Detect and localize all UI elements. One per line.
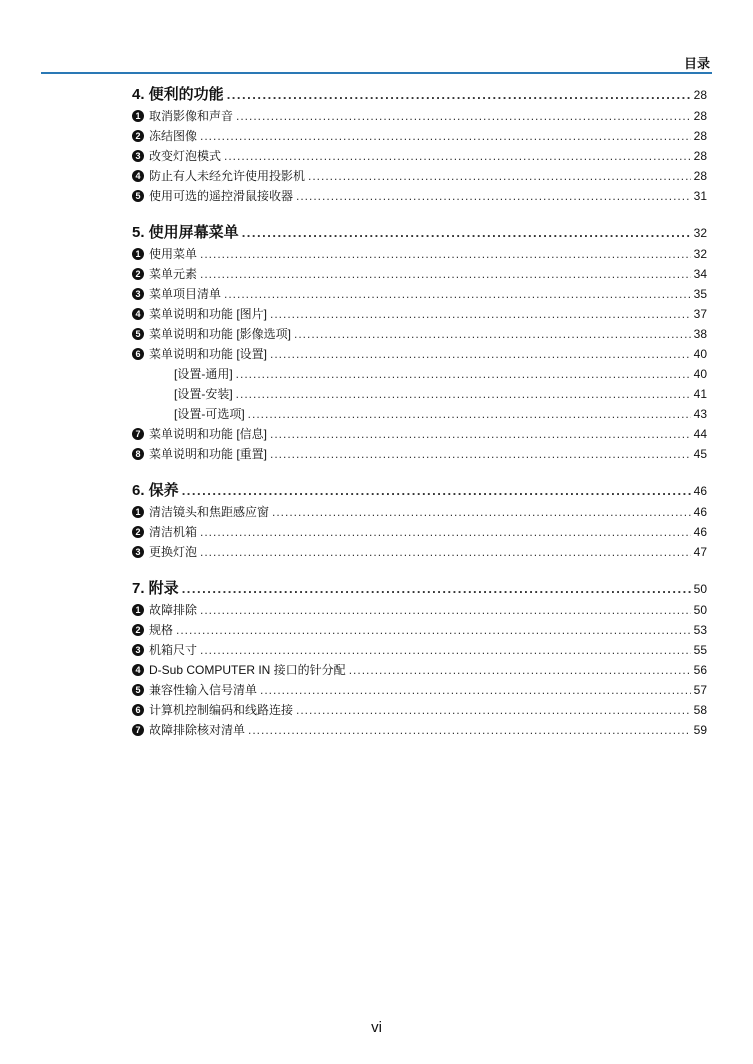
entry-label: [设置-可选项] (174, 407, 245, 421)
toc-entry[interactable] (132, 344, 707, 364)
entry-page-number: 45 (693, 447, 707, 461)
section-title: 5. 使用屏幕菜单 (132, 224, 239, 241)
entry-label: 使用菜单 (149, 247, 198, 261)
number-badge-icon: 7 (132, 724, 144, 736)
entry-page-number: 32 (693, 247, 707, 261)
toc-subentry[interactable] (132, 364, 707, 384)
number-badge-icon: 1 (132, 110, 144, 122)
entry-label: 计算机控制编码和线路连接 (149, 703, 294, 717)
dot-leader (200, 264, 691, 284)
toc-entry[interactable] (132, 640, 707, 660)
dot-leader (200, 244, 691, 264)
entry-page-number: 41 (693, 387, 707, 401)
dot-leader (260, 680, 691, 700)
section-page-number: 50 (693, 582, 707, 596)
toc-entry[interactable] (132, 600, 707, 620)
number-badge-icon: 2 (132, 268, 144, 280)
section-page-number: 46 (693, 484, 707, 498)
dot-leader (296, 186, 691, 206)
entry-page-number: 28 (693, 149, 707, 163)
toc-section (132, 84, 707, 206)
entry-page-number: 34 (693, 267, 707, 281)
dot-leader (308, 166, 691, 186)
section-title: 6. 保养 (132, 482, 179, 499)
entry-page-number: 43 (693, 407, 707, 421)
entry-label: 故障排除 (149, 603, 198, 617)
section-title: 7. 附录 (132, 580, 179, 597)
dot-leader (270, 424, 691, 444)
entry-label: 规格 (149, 623, 174, 637)
toc-entry[interactable] (132, 264, 707, 284)
toc-entry[interactable] (132, 186, 707, 206)
dot-leader (224, 146, 691, 166)
entry-page-number: 58 (693, 703, 707, 717)
entry-page-number: 35 (693, 287, 707, 301)
entry-label: 取消影像和声音 (149, 109, 234, 123)
toc-entry[interactable] (132, 444, 707, 464)
dot-leader (242, 222, 691, 244)
entry-label: 清洁机箱 (149, 525, 198, 539)
dot-leader (270, 304, 691, 324)
toc-section (132, 578, 707, 740)
toc-entry[interactable] (132, 620, 707, 640)
entry-page-number: 44 (693, 427, 707, 441)
number-badge-icon: 4 (132, 308, 144, 320)
toc-entry[interactable] (132, 522, 707, 542)
toc-section (132, 480, 707, 562)
dot-leader (200, 522, 691, 542)
toc-entry[interactable] (132, 126, 707, 146)
number-badge-icon: 5 (132, 684, 144, 696)
dot-leader (236, 384, 691, 404)
number-badge-icon: 3 (132, 150, 144, 162)
section-page-number: 28 (693, 88, 707, 102)
number-badge-icon: 4 (132, 170, 144, 182)
toc-entry[interactable] (132, 542, 707, 562)
number-badge-icon: 2 (132, 130, 144, 142)
dot-leader (200, 600, 691, 620)
number-badge-icon: 8 (132, 448, 144, 460)
toc-subentry[interactable] (132, 404, 707, 424)
entry-label: 机箱尺寸 (149, 643, 198, 657)
toc-entry[interactable] (132, 700, 707, 720)
entry-page-number: 40 (693, 367, 707, 381)
entry-label: 菜单元素 (149, 267, 198, 281)
dot-leader (294, 324, 691, 344)
toc-section (132, 222, 707, 464)
entry-label: 菜单说明和功能 [重置] (149, 447, 268, 461)
entry-label: 菜单说明和功能 [设置] (149, 347, 268, 361)
number-badge-icon: 1 (132, 604, 144, 616)
toc-section-heading[interactable] (132, 84, 707, 106)
entry-label: 更换灯泡 (149, 545, 198, 559)
number-badge-icon: 7 (132, 428, 144, 440)
entry-page-number: 46 (693, 505, 707, 519)
entry-page-number: 40 (693, 347, 707, 361)
dot-leader (236, 364, 691, 384)
entry-page-number: 28 (693, 129, 707, 143)
entry-label: 菜单说明和功能 [信息] (149, 427, 268, 441)
number-badge-icon: 6 (132, 348, 144, 360)
entry-page-number: 31 (693, 189, 707, 203)
number-badge-icon: 1 (132, 506, 144, 518)
toc-section-heading[interactable] (132, 222, 707, 244)
toc-entry[interactable] (132, 324, 707, 344)
dot-leader (200, 542, 691, 562)
entry-label: D-Sub COMPUTER IN 接口的针分配 (149, 663, 346, 677)
entry-page-number: 38 (693, 327, 707, 341)
toc-entry[interactable] (132, 660, 707, 680)
toc-entry[interactable] (132, 146, 707, 166)
entry-label: 菜单说明和功能 [图片] (149, 307, 268, 321)
footer-page-number: vi (371, 1019, 382, 1036)
dot-leader (224, 284, 691, 304)
number-badge-icon: 5 (132, 328, 144, 340)
entry-label: 菜单项目清单 (149, 287, 222, 301)
toc-section-heading[interactable] (132, 480, 707, 502)
dot-leader (176, 620, 691, 640)
dot-leader (248, 720, 691, 740)
number-badge-icon: 4 (132, 664, 144, 676)
entry-label: 兼容性输入信号清单 (149, 683, 258, 697)
entry-page-number: 53 (693, 623, 707, 637)
dot-leader (272, 502, 691, 522)
toc-entry[interactable] (132, 502, 707, 522)
number-badge-icon: 3 (132, 288, 144, 300)
entry-label: 故障排除核对清单 (149, 723, 246, 737)
entry-page-number: 28 (693, 109, 707, 123)
number-badge-icon: 3 (132, 546, 144, 558)
toc-entry[interactable] (132, 680, 707, 700)
number-badge-icon: 2 (132, 526, 144, 538)
number-badge-icon: 2 (132, 624, 144, 636)
dot-leader (270, 344, 691, 364)
toc-entry[interactable] (132, 244, 707, 264)
entry-page-number: 50 (693, 603, 707, 617)
header-divider (41, 72, 712, 74)
number-badge-icon: 5 (132, 190, 144, 202)
entry-label: 菜单说明和功能 [影像选项] (149, 327, 292, 341)
page-header-title: 目录 (683, 56, 710, 71)
toc-section-heading[interactable] (132, 578, 707, 600)
toc-subentry[interactable] (132, 384, 707, 404)
dot-leader (182, 578, 691, 600)
section-page-number: 32 (693, 226, 707, 240)
dot-leader (248, 404, 691, 424)
toc-entry[interactable] (132, 304, 707, 324)
dot-leader (236, 106, 691, 126)
toc-entry[interactable] (132, 166, 707, 186)
entry-page-number: 57 (693, 683, 707, 697)
entry-label: 使用可选的遥控滑鼠接收器 (149, 189, 294, 203)
toc-entry[interactable] (132, 720, 707, 740)
toc-entry[interactable] (132, 106, 707, 126)
entry-page-number: 46 (693, 525, 707, 539)
toc-entry[interactable] (132, 284, 707, 304)
number-badge-icon: 6 (132, 704, 144, 716)
entry-page-number: 47 (693, 545, 707, 559)
dot-leader (182, 480, 691, 502)
entry-label: [设置-通用] (174, 367, 233, 381)
entry-label: 清洁镜头和焦距感应窗 (149, 505, 270, 519)
number-badge-icon: 1 (132, 248, 144, 260)
dot-leader (296, 700, 691, 720)
dot-leader (349, 660, 691, 680)
entry-page-number: 37 (693, 307, 707, 321)
entry-label: 冻结图像 (149, 129, 198, 143)
entry-page-number: 28 (693, 169, 707, 183)
entry-label: 防止有人未经允许使用投影机 (149, 169, 306, 183)
entry-label: 改变灯泡模式 (149, 149, 222, 163)
section-title: 4. 便利的功能 (132, 86, 224, 103)
table-of-contents (132, 84, 707, 740)
entry-page-number: 55 (693, 643, 707, 657)
dot-leader (200, 640, 691, 660)
entry-label: [设置-安装] (174, 387, 233, 401)
number-badge-icon: 3 (132, 644, 144, 656)
entry-page-number: 56 (693, 663, 707, 677)
entry-page-number: 59 (693, 723, 707, 737)
dot-leader (270, 444, 691, 464)
dot-leader (227, 84, 691, 106)
dot-leader (200, 126, 691, 146)
toc-entry[interactable] (132, 424, 707, 444)
